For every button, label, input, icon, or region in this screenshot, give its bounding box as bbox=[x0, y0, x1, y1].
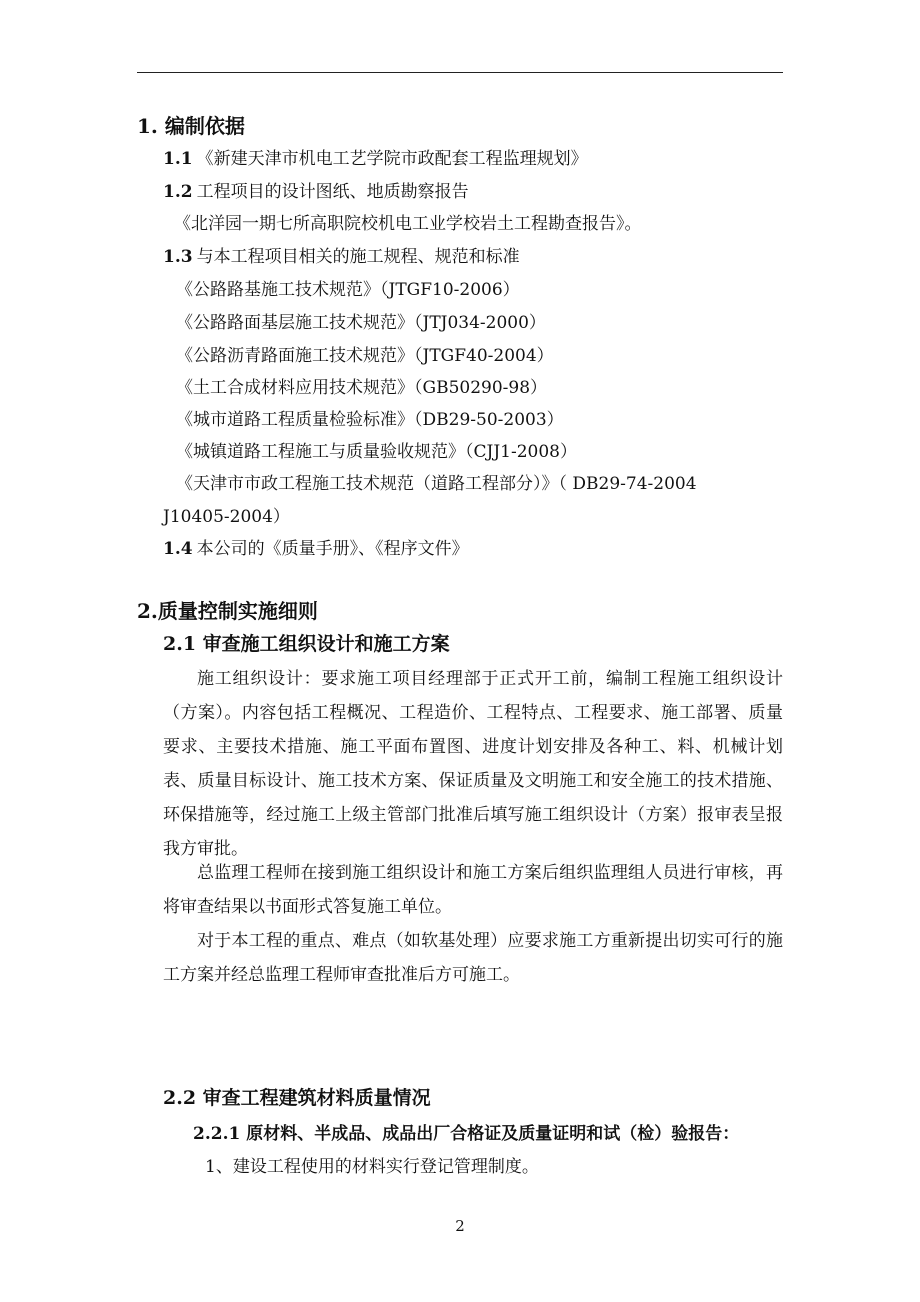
item-number: 1.3 bbox=[163, 247, 193, 267]
item-1-2-sub: 《北洋园一期七所高职院校机电工业学校岩土工程勘查报告》。 bbox=[174, 214, 642, 234]
standard-item: 《城镇道路工程施工与质量验收规范》（CJJ1-2008） bbox=[176, 442, 577, 462]
paragraph-review: 总监理工程师在接到施工组织设计和施工方案后组织监理组人员进行审核，再将审查结果以书面形式答复施工单位。 bbox=[163, 863, 783, 917]
standard-item: 《城市道路工程质量检验标准》（DB29-50-2003） bbox=[176, 410, 564, 430]
item-number: 1.4 bbox=[163, 539, 193, 559]
subsection-heading-2-2-1: 2.2.1 原材料、半成品、成品出厂合格证及质量证明和试（检）验报告： bbox=[193, 1124, 740, 1144]
item-text: 与本工程项目相关的施工规程、规范和标准 bbox=[196, 247, 520, 267]
item-1-2 bbox=[163, 180, 469, 204]
item-1-3 bbox=[163, 245, 520, 269]
subsection-heading-2-2: 2.2 审查工程建筑材料质量情况 bbox=[163, 1087, 431, 1109]
standard-item: 《公路路面基层施工技术规范》（JTJ034-2000） bbox=[176, 313, 546, 333]
item-text: 《新建天津市机电工艺学院市政配套工程监理规划》 bbox=[196, 149, 588, 169]
standard-item: 《天津市市政工程施工技术规范（道路工程部分）》（ DB29-74-2004 bbox=[176, 474, 697, 494]
section-heading-1: 1. 编制依据 bbox=[137, 114, 245, 138]
page-number: 2 bbox=[455, 1217, 465, 1235]
standard-item-continuation: J10405-2004） bbox=[163, 507, 290, 527]
item-number: 1.2 bbox=[163, 182, 193, 202]
subsection-heading-2-1: 2.1 审查施工组织设计和施工方案 bbox=[163, 633, 450, 655]
standard-item: 《公路路基施工技术规范》（JTGF10-2006） bbox=[176, 280, 520, 300]
item-1-1 bbox=[163, 147, 588, 171]
item-number: 1.1 bbox=[163, 149, 193, 169]
section-heading-2: 2.质量控制实施细则 bbox=[137, 599, 318, 623]
header-rule bbox=[137, 72, 783, 73]
item-text: 本公司的《质量手册》、《程序文件》 bbox=[196, 539, 469, 559]
standard-item: 《公路沥青路面施工技术规范》（JTGF40-2004） bbox=[176, 346, 554, 366]
paragraph-key-points: 对于本工程的重点、难点（如软基处理）应要求施工方重新提出切实可行的施工方案并经总监理工程师审查批准后方可施工。 bbox=[163, 931, 783, 985]
item-1-4 bbox=[163, 537, 469, 561]
standard-item: 《土工合成材料应用技术规范》（GB50290-98） bbox=[176, 378, 548, 398]
list-item-registration: 1、建设工程使用的材料实行登记管理制度。 bbox=[205, 1157, 539, 1177]
paragraph-construction-design: 施工组织设计：要求施工项目经理部于正式开工前，编制工程施工组织设计（方案）。内容包括工程概况、工程造价、工程特点、工程要求、施工部署、质量要求、主要技术措施、施工平面布置图、进度计划安排及各种工、料、机械计划表、质量目标设计、施工技术方案、保证质量及文明施工和安全施工的技术措施、环保措施等，经过施工上级主管部门批准后填写施工组织设计（方案）报审表呈报我方审批。 bbox=[163, 669, 783, 859]
item-text: 工程项目的设计图纸、地质勘察报告 bbox=[196, 182, 469, 202]
